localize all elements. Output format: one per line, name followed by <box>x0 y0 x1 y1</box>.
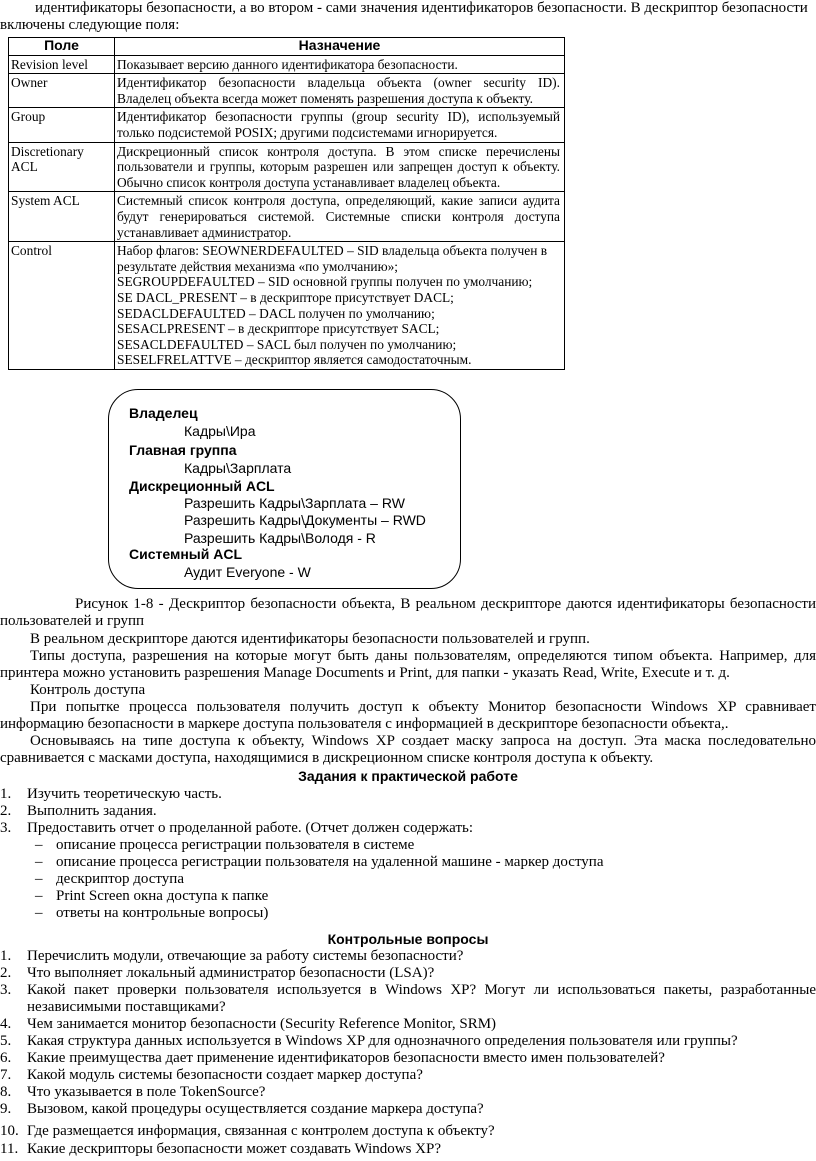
list-number: 4. <box>0 1016 12 1032</box>
flag-item: SESELFRELATTVE – дескриптор является самодостаточным. <box>117 352 472 368</box>
purpose-cell: Идентификатор безопасности группы (group security ID), используемый только подсистемой POSIX; другими подсистемами игнорируется. <box>115 108 565 142</box>
list-text: Где размещается информация, связанная с контролем доступа к объекту? <box>27 1123 495 1139</box>
list-number: 9. <box>0 1101 12 1117</box>
paragraph: Основываясь на типе доступа к объекту, Windows XP создает маску запроса на доступ. Эта маска последовательно сравнивается с масками доступа, находящимися в дискреционном списке контроля доступа к объекту. <box>0 733 816 766</box>
figure-dacl-entry: Разрешить Кадры\Зарплата – RW <box>184 495 405 511</box>
table-row <box>9 108 565 142</box>
list-number: 11. <box>0 1141 19 1157</box>
list-text: Чем занимается монитор безопасности (Security Reference Monitor, SRM) <box>27 1016 497 1032</box>
tasks-heading: Задания к практической работе <box>298 768 518 784</box>
list-number: 5. <box>0 1033 12 1049</box>
purpose-cell: Идентификатор безопасности владельца объекта (owner security ID). Владелец объекта всегда может поменять разрешения доступа к объекту. <box>115 74 565 108</box>
field-cell: System ACL <box>9 192 115 242</box>
figure-sacl-value: Аудит Everyone - W <box>184 564 311 580</box>
table-row <box>9 55 565 74</box>
list-number: 2. <box>0 803 12 819</box>
list-number: 1. <box>0 786 12 802</box>
sub-list-text: описание процесса регистрации пользователя на удаленной машине - маркер доступа <box>56 854 604 870</box>
dash-bullet: – <box>35 888 43 904</box>
security-descriptor-figure <box>108 389 461 589</box>
figure-dacl-heading: Дискреционный ACL <box>129 478 275 494</box>
table-row <box>9 142 565 192</box>
figure-dacl-entry: Разрешить Кадры\Документы – RWD <box>184 512 426 528</box>
flag-item: SESACLPRESENT – в дескрипторе присутствует SACL; <box>117 321 440 337</box>
flag-item: SESACLDEFAULTED – SACL был получен по умолчанию; <box>117 336 457 352</box>
table-row <box>9 192 565 242</box>
field-cell: Revision level <box>9 55 115 74</box>
list-number: 10. <box>0 1123 19 1139</box>
figure-owner-heading: Владелец <box>129 405 198 421</box>
list-text: Вызовом, какой процедуры осуществляется создание маркера доступа? <box>27 1101 484 1117</box>
table-row <box>9 74 565 108</box>
list-number: 6. <box>0 1050 12 1066</box>
figure-group-value: Кадры\Зарплата <box>184 460 292 476</box>
flag-item: SE DACL_PRESENT – в дескрипторе присутствует DACL; <box>117 289 454 305</box>
field-cell: Discretionary ACL <box>9 142 115 192</box>
paragraph: Контроль доступа <box>30 682 146 698</box>
field-cell: Control <box>9 242 115 370</box>
questions-heading: Контрольные вопросы <box>327 931 489 947</box>
intro-line-2: включены следующие поля: <box>0 17 180 33</box>
descriptor-fields-table <box>8 37 565 370</box>
list-text: Предоставить отчет о проделанной работе. (Отчет должен содержать: <box>27 820 474 836</box>
list-text: Что указывается в поле TokenSource? <box>27 1084 266 1100</box>
paragraph: При попытке процесса пользователя получить доступ к объекту Монитор безопасности Windows XP сравнивает информацию безопасности в маркере доступа пользователя с информацией в дескрипторе безопасности объекта,. <box>0 699 816 732</box>
figure-caption: Рисунок 1-8 - Дескриптор безопасности объекта, В реальном дескрипторе даются идентификаторы безопасности пользователей и групп <box>0 596 816 629</box>
figure-sacl-heading: Системный ACL <box>129 546 242 562</box>
list-text: Перечислить модули, отвечающие за работу системы безопасности? <box>27 948 464 964</box>
field-cell: Group <box>9 108 115 142</box>
figure-group-heading: Главная группа <box>129 442 237 458</box>
list-number: 2. <box>0 965 12 981</box>
dash-bullet: – <box>35 854 43 870</box>
list-text: Какой модуль системы безопасности создает маркер доступа? <box>27 1067 423 1083</box>
list-text: Какой пакет проверки пользователя используется в Windows XP? Могут ли использоваться пакеты, разработанные независимыми поставщиками? <box>27 982 816 1015</box>
intro-line-1: идентификаторы безопасности, а во втором - сами значения идентификаторов безопасности. В дескриптор безопасности <box>35 0 808 16</box>
flag-item: SEGROUPDEFAULTED – SID основной группы получен по умолчанию; <box>117 274 533 290</box>
dash-bullet: – <box>35 837 43 853</box>
table-row-control <box>9 242 565 370</box>
paragraph: Типы доступа, разрешения на которые могут быть даны пользователям, определяются типом объекта. Например, для принтера можно установить разрешения Manage Documents и Print, для папки - указать Read, Write, Execute и т. д. <box>0 648 816 681</box>
field-cell: Owner <box>9 74 115 108</box>
list-text: Что выполняет локальный администратор безопасности (LSA)? <box>27 965 435 981</box>
flag-item: Набор флагов: SEOWNERDEFAULTED – SID владельца объекта получен в результате действия механизма «по умолчанию»; <box>117 243 548 274</box>
list-number: 7. <box>0 1067 12 1083</box>
list-text: Какие дескрипторы безопасности может создавать Windows XP? <box>27 1141 442 1157</box>
purpose-cell: Дискреционный список контроля доступа. В этом списке перечислены пользователи и группы, которым разрешен или запрещен доступ к объекту. Обычно список контроля доступа устанавливает владелец объекта. <box>115 142 565 192</box>
list-text: Какие преимущества дает применение идентификаторов безопасности вместо имен пользователей? <box>27 1050 665 1066</box>
purpose-cell: Системный список контроля доступа, определяющий, какие записи аудита будут генерироваться системой. Системные списки контроля доступа устанавливает администратор. <box>115 192 565 242</box>
list-number: 8. <box>0 1084 12 1100</box>
flag-item: SEDACLDEFAULTED – DACL получен по умолчанию; <box>117 305 435 321</box>
list-text: Какая структура данных используется в Windows XP для однозначного определения пользователя или группы? <box>27 1033 738 1049</box>
sub-list-text: Print Screen окна доступа к папке <box>56 888 269 904</box>
table-header-row <box>9 38 565 56</box>
list-text: Изучить теоретическую часть. <box>27 786 222 802</box>
list-number: 3. <box>0 820 12 836</box>
purpose-cell-flags <box>115 242 565 370</box>
purpose-cell: Показывает версию данного идентификатора безопасности. <box>115 55 565 74</box>
list-number: 3. <box>0 982 12 998</box>
header-purpose: Назначение <box>115 38 565 56</box>
sub-list-text: ответы на контрольные вопросы) <box>56 905 269 921</box>
list-number: 1. <box>0 948 12 964</box>
figure-owner-value: Кадры\Ира <box>184 423 256 439</box>
sub-list-text: описание процесса регистрации пользователя в системе <box>56 837 415 853</box>
paragraph: В реальном дескрипторе даются идентификаторы безопасности пользователей и групп. <box>30 631 590 647</box>
dash-bullet: – <box>35 871 43 887</box>
dash-bullet: – <box>35 905 43 921</box>
list-text: Выполнить задания. <box>27 803 157 819</box>
figure-dacl-entry: Разрешить Кадры\Володя - R <box>184 530 376 546</box>
header-field: Поле <box>9 38 115 56</box>
sub-list-text: дескриптор доступа <box>56 871 184 887</box>
